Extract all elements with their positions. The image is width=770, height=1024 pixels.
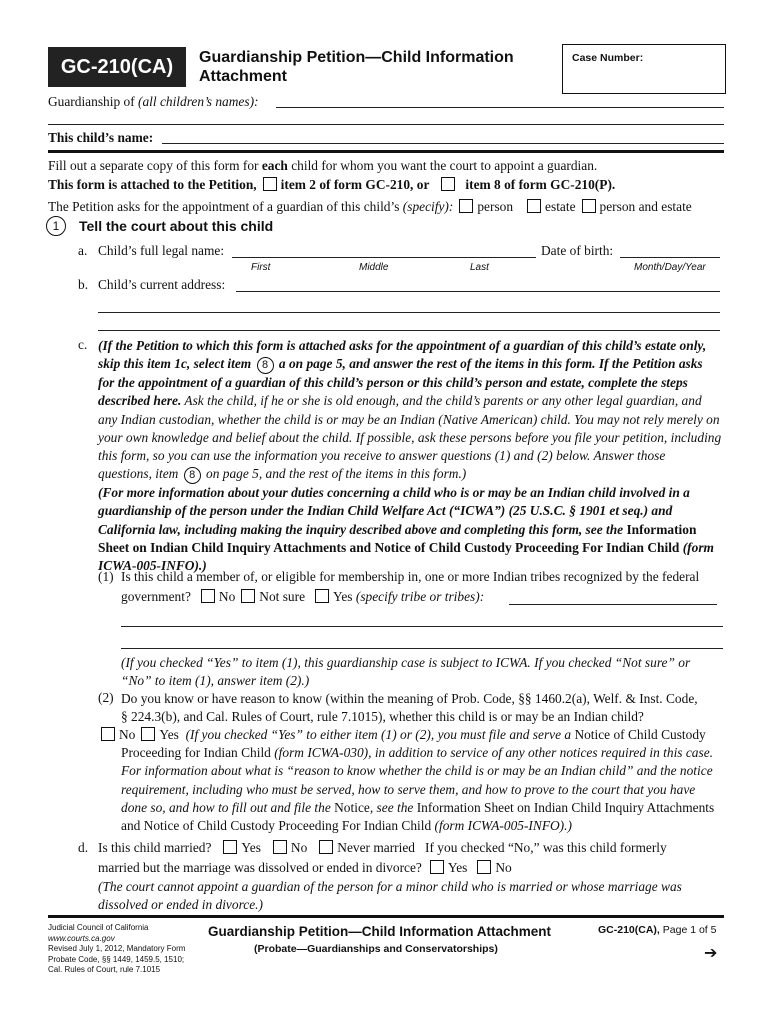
q2-question: Do you know or have reason to know (within the meaning of Prob. Code, §§ 1460.2(a), Welf. & Inst. Code, § 224.3(b), and Cal. Rules of Court, rule 7.1015), whether this child is or may be an Indian child? [121,691,698,725]
q1-number: (1) [98,569,114,584]
footer-rule [48,915,724,918]
item-d-line2: married but the marriage was dissolved or ended in divorce? Yes No [98,860,512,875]
item-8-marker-2: 8 [184,467,201,484]
name-first-label: First [251,262,271,273]
case-number-label: Case Number: [572,52,644,64]
child-name-field[interactable] [232,257,536,258]
attached-to-line: This form is attached to the Petition, item 2 of form GC-210, or item 8 of form GC-210(P). [48,177,616,192]
next-page-arrow-icon[interactable]: ➔ [704,945,718,962]
q2-answer: No Yes (If you checked “Yes” to either item (1) or (2), you must file and serve a Notice of Child Custody Proceeding for Indian Child (form ICWA-030), in addition to service of any other notices required in this case. For information about what is “reason to know whether the child is or may be an Indian child” and the notice requirement, including who must be served, how to serve them, and how to prove to the court that you have done so, and how to fill out and file the Notice, see the Information Sheet on Indian Child Inquiry Attachments and Notice of Child Custody Proceeding For Indian Child (form ICWA-005-INFO).) [121,726,723,835]
divorced-yes-checkbox[interactable] [430,860,444,874]
footer-subtitle: (Probate—Guardianships and Conservatorships) [254,943,498,955]
tribe-field-1[interactable] [509,604,717,605]
section-1-number: 1 [46,216,66,236]
q1-no-checkbox[interactable] [201,589,215,603]
guardianship-of-field[interactable] [276,107,724,108]
child-address-label: Child’s current address: [98,277,226,292]
petition-asks-line: The Petition asks for the appointment of a guardian of this child’s (specify): person estate person and estate [48,199,692,214]
item-8-marker: 8 [257,357,274,374]
item-a-letter: a. [78,243,88,258]
form-id: GC-210(CA) [60,56,174,78]
footer-left: Judicial Council of California www.courts.ca.gov Revised July 1, 2012, Mandatory Form Probate Code, §§ 1449, 1459.5, 1510; Cal. Rules of Court, rule 7.1015 [48,923,186,975]
child-name-label: Child’s full legal name: [98,243,225,258]
dob-format-label: Month/Day/Year [634,262,706,273]
dob-label: Date of birth: [541,243,614,258]
intro-line1: Fill out a separate copy of this form for each child for whom you want the court to appoint a guardian. [48,158,598,173]
item-d-line1: Is this child married? Yes No Never married If you checked “No,” was this child formerly [98,840,667,855]
item-c-instructions: (If the Petition to which this form is attached asks for the appointment of a guardian of this child’s estate only, skip this item 1c, select item 8 a on page 5, and answer the rest of the items in this form. If the Petition asks for the appointment of a guardian of this child’s person or this child’s person and estate, complete the steps described here. Ask the child, if he or she is old enough, and the child’s parents or any other legal guardian, and any Indian custodian, whether the child is or may be an Indian (Native American) child. You may not rely merely on your own knowledge and belief about the child. If possible, ask these persons before you file your petition, including this form, so you can use the information you receive to answer questions (1) and (2) below. Answer those questions, item 8 on page 5, and the rest of the items in this form.) (For more information about your duties concerning a child who is or may be an Indian child involved in a guardianship of the person under the Indian Child Welfare Act (“ICWA”) (25 U.S.C. § 1901 et seq.) and California law, including making the inquiry described above and completing this form, see the Information Sheet on Indian Child Inquiry Attachments and Notice of Child Custody Proceeding For Indian Child (form ICWA-005-INFO).) [98,338,722,574]
this-child-name-label: This child’s name: [48,130,154,145]
q1-text: Is this child a member of, or eligible for membership in, one or more Indian tribes recognized by the federal [121,569,700,584]
form-title: Guardianship Petition—Child Information Attachment [199,49,514,85]
q2-no-checkbox[interactable] [101,727,115,741]
gc210-checkbox[interactable] [263,177,277,191]
q2-yes-checkbox[interactable] [141,727,155,741]
q1-options: government? No Not sure Yes (specify tribe or tribes): [121,589,485,604]
case-number-box[interactable] [562,44,726,94]
dob-field[interactable] [620,257,720,258]
married-yes-checkbox[interactable] [223,840,237,854]
married-no-checkbox[interactable] [273,840,287,854]
child-address-field-3[interactable] [98,330,720,331]
footer-title: Guardianship Petition—Child Information Attachment [208,924,552,939]
item-d-letter: d. [78,840,89,855]
item-b-letter: b. [78,277,89,292]
q1-note: (If you checked “Yes” to item (1), this guardianship case is subject to ICWA. If you checked “Not sure” or “No” to item (1), answer item (2).) [121,655,691,689]
child-address-field-2[interactable] [98,312,720,313]
guardianship-of-label: Guardianship of (all children’s names): [48,94,259,109]
person-checkbox[interactable] [459,199,473,213]
tribe-field-3[interactable] [121,648,723,649]
footer-page: GC-210(CA), Page 1 of 5 [598,924,717,936]
never-married-checkbox[interactable] [319,840,333,854]
tribe-field-2[interactable] [121,626,723,627]
person-and-estate-checkbox[interactable] [582,199,596,213]
section-1-title: Tell the court about this child [79,218,274,234]
child-address-field-1[interactable] [236,291,720,292]
q1-not-sure-checkbox[interactable] [241,589,255,603]
name-last-label: Last [470,262,489,273]
header-rule [48,150,724,153]
estate-checkbox[interactable] [527,199,541,213]
form-id-box [48,47,186,87]
gc210p-checkbox[interactable] [441,177,455,191]
q1-yes-checkbox[interactable] [315,589,329,603]
item-d-note: (The court cannot appoint a guardian of the person for a minor child who is married or whose marriage was dissolved or ended in divorce.) [98,879,682,913]
divider [48,124,724,125]
item-c-letter: c. [78,337,88,352]
q2-number: (2) [98,690,114,705]
name-middle-label: Middle [359,262,389,273]
divorced-no-checkbox[interactable] [477,860,491,874]
this-child-name-field[interactable] [162,143,724,144]
